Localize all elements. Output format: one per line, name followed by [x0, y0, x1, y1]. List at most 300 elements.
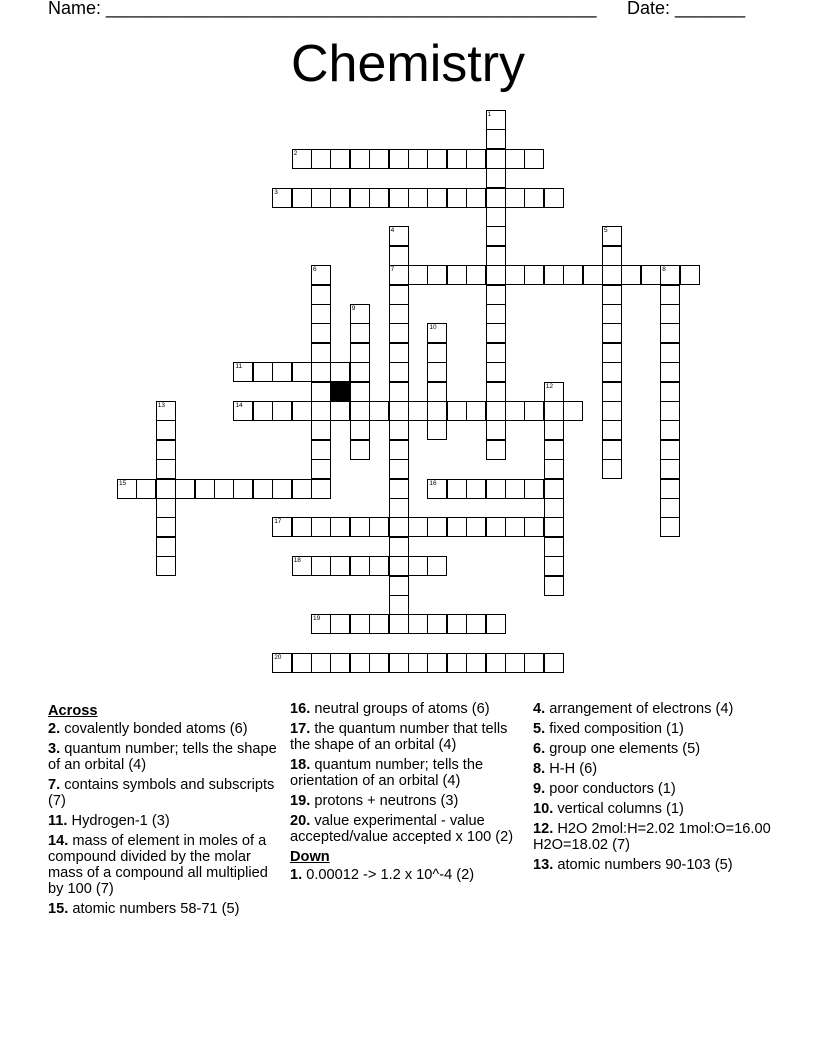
grid-cell[interactable] — [272, 362, 292, 382]
clue-number: 1 — [487, 111, 492, 118]
grid-cell[interactable] — [389, 304, 409, 324]
grid-cell[interactable] — [660, 420, 680, 440]
clue-number: 5. — [533, 721, 546, 737]
grid-cell[interactable] — [486, 207, 506, 227]
grid-cell[interactable] — [156, 420, 176, 440]
grid-cell[interactable] — [156, 459, 176, 479]
grid-cell[interactable] — [389, 653, 409, 673]
grid-cell[interactable] — [486, 653, 506, 673]
clue-number: 16. — [290, 701, 311, 717]
grid-cell[interactable] — [350, 401, 370, 421]
grid-cell[interactable] — [447, 149, 467, 169]
grid-cell[interactable] — [311, 382, 331, 402]
grid-cell[interactable] — [660, 382, 680, 402]
grid-cell[interactable] — [602, 401, 622, 421]
grid-cell[interactable] — [447, 188, 467, 208]
grid-cell[interactable] — [272, 401, 292, 421]
grid-cell[interactable] — [486, 168, 506, 188]
grid-cell[interactable] — [389, 498, 409, 518]
grid-cell[interactable] — [389, 323, 409, 343]
clue-text: poor conductors (1) — [545, 781, 676, 797]
grid-cell[interactable] — [408, 401, 428, 421]
grid-cell[interactable] — [486, 614, 506, 634]
grid-cell[interactable] — [389, 285, 409, 305]
grid-cell[interactable] — [156, 517, 176, 537]
clue-text: vertical columns (1) — [553, 801, 684, 817]
grid-cell[interactable] — [466, 188, 486, 208]
grid-cell[interactable] — [583, 265, 603, 285]
grid-cell[interactable] — [389, 556, 409, 576]
grid-cell[interactable] — [486, 517, 506, 537]
grid-cell[interactable] — [311, 614, 331, 634]
grid-cell[interactable] — [544, 440, 564, 460]
grid-cell[interactable] — [466, 517, 486, 537]
grid-cell[interactable] — [350, 420, 370, 440]
grid-cell[interactable] — [505, 265, 525, 285]
grid-cell[interactable] — [330, 362, 350, 382]
grid-cell[interactable] — [427, 362, 447, 382]
grid-cell[interactable] — [330, 517, 350, 537]
grid-cell[interactable] — [486, 304, 506, 324]
grid-cell[interactable] — [486, 149, 506, 169]
clue-number: 15. — [48, 901, 69, 917]
grid-cell[interactable] — [602, 246, 622, 266]
grid-cell[interactable] — [602, 226, 622, 246]
grid-cell[interactable] — [136, 479, 156, 499]
clue-number: 15 — [119, 479, 127, 487]
grid-cell[interactable] — [214, 479, 234, 499]
grid-cell[interactable] — [311, 440, 331, 460]
grid-cell[interactable] — [427, 517, 447, 537]
blocked-cell — [330, 382, 350, 402]
clue-text: arrangement of electrons (4) — [545, 701, 734, 717]
grid-cell[interactable] — [408, 614, 428, 634]
clue — [48, 813, 280, 829]
grid-cell[interactable] — [660, 459, 680, 479]
grid-cell[interactable] — [389, 246, 409, 266]
grid-cell[interactable] — [272, 653, 292, 673]
clue — [290, 793, 522, 809]
grid-cell[interactable] — [660, 517, 680, 537]
grid-cell[interactable] — [117, 479, 137, 499]
clue-number: 4 — [390, 227, 395, 235]
grid-cell[interactable] — [427, 401, 447, 421]
grid-cell[interactable] — [544, 459, 564, 479]
grid-cell[interactable] — [311, 479, 331, 499]
grid-cell[interactable] — [311, 556, 331, 576]
grid-cell[interactable] — [427, 382, 447, 402]
grid-cell[interactable] — [311, 265, 331, 285]
clue-text: contains symbols and subscripts (7) — [48, 777, 275, 809]
clue-text: atomic numbers 58-71 (5) — [68, 901, 240, 917]
clue-text: fixed composition (1) — [545, 721, 684, 737]
grid-cell[interactable] — [466, 653, 486, 673]
grid-cell[interactable] — [350, 653, 370, 673]
grid-cell[interactable] — [350, 149, 370, 169]
grid-cell[interactable] — [427, 479, 447, 499]
clue-number: 4. — [533, 701, 546, 717]
clue-number: 18. — [290, 757, 311, 773]
grid-cell[interactable] — [330, 653, 350, 673]
clue — [290, 757, 522, 789]
grid-cell[interactable] — [369, 401, 389, 421]
grid-cell[interactable] — [602, 382, 622, 402]
clue — [48, 741, 280, 773]
grid-cell[interactable] — [486, 226, 506, 246]
clue — [48, 901, 280, 917]
grid-cell[interactable] — [350, 188, 370, 208]
grid-cell[interactable] — [156, 401, 176, 421]
clue-number: 17. — [290, 721, 311, 737]
grid-cell[interactable] — [175, 479, 195, 499]
clue-column-3 — [533, 701, 773, 877]
grid-cell[interactable] — [311, 401, 331, 421]
grid-cell[interactable] — [156, 479, 176, 499]
grid-cell[interactable] — [563, 265, 583, 285]
grid-cell[interactable] — [524, 401, 544, 421]
grid-cell[interactable] — [389, 440, 409, 460]
grid-cell[interactable] — [350, 614, 370, 634]
grid-cell[interactable] — [544, 537, 564, 557]
grid-cell[interactable] — [330, 149, 350, 169]
grid-cell[interactable] — [311, 420, 331, 440]
clue-number: 3 — [274, 188, 278, 196]
grid-cell[interactable] — [408, 653, 428, 673]
clue — [533, 761, 773, 777]
grid-cell[interactable] — [427, 188, 447, 208]
grid-cell[interactable] — [408, 265, 428, 285]
clue-number: 2. — [48, 721, 61, 737]
grid-cell[interactable] — [486, 265, 506, 285]
clue-text: group one elements (5) — [545, 741, 701, 757]
clue-number: 17 — [274, 518, 282, 526]
grid-cell[interactable] — [466, 401, 486, 421]
clue-column-2 — [290, 701, 522, 887]
grid-cell[interactable] — [466, 149, 486, 169]
grid-cell[interactable] — [660, 265, 680, 285]
grid-cell[interactable] — [292, 479, 312, 499]
grid-cell[interactable] — [486, 129, 506, 149]
grid-cell[interactable] — [486, 285, 506, 305]
grid-cell[interactable] — [447, 479, 467, 499]
grid-cell[interactable] — [233, 362, 253, 382]
grid-cell[interactable] — [389, 265, 409, 285]
grid-cell[interactable] — [466, 479, 486, 499]
grid-cell[interactable] — [524, 653, 544, 673]
grid-cell[interactable] — [602, 440, 622, 460]
grid-cell[interactable] — [311, 459, 331, 479]
clue-number: 11. — [48, 813, 68, 829]
clue-number: 7 — [390, 266, 395, 274]
grid-cell[interactable] — [660, 401, 680, 421]
clue-number: 14. — [48, 833, 69, 849]
grid-cell[interactable] — [156, 537, 176, 557]
clue-text: value experimental - value accepted/value accepted x 100 (2) — [290, 813, 514, 845]
clue — [48, 777, 280, 809]
grid-cell[interactable] — [486, 382, 506, 402]
grid-cell[interactable] — [447, 517, 467, 537]
clue-number: 10. — [533, 801, 554, 817]
clue-number: 13. — [533, 857, 554, 873]
clue — [533, 801, 773, 817]
clue — [48, 721, 280, 737]
grid-cell[interactable] — [544, 556, 564, 576]
grid-cell[interactable] — [660, 285, 680, 305]
grid-cell[interactable] — [311, 323, 331, 343]
name-field[interactable]: Name: _________________________________________________ — [48, 0, 597, 18]
clue — [533, 741, 773, 757]
clue — [533, 821, 773, 853]
grid-cell[interactable] — [311, 304, 331, 324]
grid-cell[interactable] — [292, 362, 312, 382]
grid-cell[interactable] — [408, 556, 428, 576]
grid-cell[interactable] — [408, 188, 428, 208]
grid-cell[interactable] — [369, 614, 389, 634]
grid-cell[interactable] — [369, 556, 389, 576]
grid-cell[interactable] — [389, 576, 409, 596]
clue-number: 20 — [274, 654, 282, 662]
grid-cell[interactable] — [350, 343, 370, 363]
grid-cell[interactable] — [641, 265, 661, 285]
grid-cell[interactable] — [447, 265, 467, 285]
grid-cell[interactable] — [602, 304, 622, 324]
clue — [533, 701, 773, 717]
grid-cell[interactable] — [505, 517, 525, 537]
grid-cell[interactable] — [253, 479, 273, 499]
grid-cell[interactable] — [350, 440, 370, 460]
clue-number: 12 — [545, 382, 554, 390]
clue-number: 3. — [48, 741, 61, 757]
grid-cell[interactable] — [524, 149, 544, 169]
grid-cell[interactable] — [544, 498, 564, 518]
grid-cell[interactable] — [311, 343, 331, 363]
across-heading: Across — [48, 703, 98, 719]
clue-number: 18 — [293, 557, 301, 565]
grid-cell[interactable] — [389, 479, 409, 499]
clue-number: 8. — [533, 761, 546, 777]
grid-cell[interactable] — [544, 382, 564, 402]
grid-cell[interactable] — [447, 401, 467, 421]
grid-cell[interactable] — [660, 440, 680, 460]
grid-cell[interactable] — [292, 556, 312, 576]
grid-cell[interactable] — [389, 401, 409, 421]
clue-number: 10 — [429, 324, 437, 332]
clue — [290, 867, 522, 883]
down-heading: Down — [290, 849, 330, 865]
grid-cell[interactable] — [544, 401, 564, 421]
grid-cell[interactable] — [311, 285, 331, 305]
clue-number: 8 — [662, 266, 666, 274]
grid-cell[interactable] — [408, 517, 428, 537]
grid-cell[interactable] — [466, 614, 486, 634]
grid-cell[interactable] — [544, 479, 564, 499]
grid-cell[interactable] — [350, 556, 370, 576]
grid-cell[interactable] — [272, 517, 292, 537]
grid-cell[interactable] — [505, 149, 525, 169]
grid-cell[interactable] — [311, 362, 331, 382]
grid-cell[interactable] — [350, 304, 370, 324]
clue-number: 12. — [533, 821, 554, 837]
date-field[interactable]: Date: _______ — [627, 0, 746, 18]
clue — [533, 781, 773, 797]
grid-cell[interactable] — [330, 556, 350, 576]
grid-cell[interactable] — [427, 556, 447, 576]
grid-cell[interactable] — [486, 188, 506, 208]
grid-cell[interactable] — [486, 343, 506, 363]
clue-text: covalently bonded atoms (6) — [60, 721, 248, 737]
clue-number: 14 — [235, 402, 243, 409]
grid-cell[interactable] — [544, 188, 564, 208]
grid-cell[interactable] — [389, 226, 409, 246]
grid-cell[interactable] — [544, 653, 564, 673]
grid-cell[interactable] — [602, 323, 622, 343]
grid-cell[interactable] — [602, 362, 622, 382]
grid-cell[interactable] — [156, 498, 176, 518]
grid-cell[interactable] — [621, 265, 641, 285]
grid-cell[interactable] — [272, 479, 292, 499]
grid-cell[interactable] — [505, 653, 525, 673]
clue — [533, 721, 773, 737]
grid-cell[interactable] — [486, 323, 506, 343]
grid-cell[interactable] — [524, 517, 544, 537]
clue-number: 7. — [48, 777, 61, 793]
clue-text: atomic numbers 90-103 (5) — [553, 857, 733, 873]
grid-cell[interactable] — [156, 556, 176, 576]
grid-cell[interactable] — [389, 517, 409, 537]
clue-number: 20. — [290, 813, 311, 829]
grid-cell[interactable] — [427, 420, 447, 440]
grid-cell[interactable] — [486, 362, 506, 382]
grid-cell[interactable] — [427, 265, 447, 285]
grid-cell[interactable] — [602, 459, 622, 479]
grid-cell[interactable] — [350, 323, 370, 343]
clue — [533, 857, 773, 873]
grid-cell[interactable] — [408, 149, 428, 169]
grid-cell[interactable] — [563, 401, 583, 421]
grid-cell[interactable] — [680, 265, 700, 285]
grid-cell[interactable] — [389, 420, 409, 440]
clue — [290, 813, 522, 845]
grid-cell[interactable] — [330, 614, 350, 634]
grid-cell[interactable] — [427, 343, 447, 363]
grid-cell[interactable] — [233, 401, 253, 421]
clue-number: 9 — [351, 305, 356, 312]
grid-cell[interactable] — [544, 265, 564, 285]
grid-cell[interactable] — [292, 188, 312, 208]
grid-cell[interactable] — [292, 653, 312, 673]
grid-cell[interactable] — [447, 653, 467, 673]
grid-cell[interactable] — [486, 246, 506, 266]
grid-cell[interactable] — [389, 537, 409, 557]
grid-cell[interactable] — [427, 149, 447, 169]
grid-cell[interactable] — [311, 517, 331, 537]
grid-cell[interactable] — [486, 420, 506, 440]
clue — [290, 701, 522, 717]
clue-number: 19. — [290, 793, 311, 809]
grid-cell[interactable] — [389, 614, 409, 634]
grid-cell[interactable] — [369, 653, 389, 673]
grid-cell[interactable] — [369, 517, 389, 537]
grid-cell[interactable] — [389, 149, 409, 169]
grid-cell[interactable] — [389, 188, 409, 208]
grid-cell[interactable] — [156, 440, 176, 460]
grid-cell[interactable] — [311, 188, 331, 208]
grid-cell[interactable] — [544, 420, 564, 440]
grid-cell[interactable] — [369, 188, 389, 208]
grid-cell[interactable] — [195, 479, 215, 499]
grid-cell[interactable] — [389, 595, 409, 615]
grid-cell[interactable] — [602, 343, 622, 363]
clue-number: 5 — [604, 227, 608, 235]
grid-cell[interactable] — [660, 343, 680, 363]
clue-text: quantum number; tells the shape of an orbital (4) — [48, 741, 277, 773]
clue-text: the quantum number that tells the shape of an orbital (4) — [290, 721, 508, 753]
grid-cell[interactable] — [389, 362, 409, 382]
grid-cell[interactable] — [311, 149, 331, 169]
grid-cell[interactable] — [427, 653, 447, 673]
grid-cell[interactable] — [427, 323, 447, 343]
grid-cell[interactable] — [660, 304, 680, 324]
grid-cell[interactable] — [524, 265, 544, 285]
grid-cell[interactable] — [427, 614, 447, 634]
grid-cell[interactable] — [350, 362, 370, 382]
clue-number: 16 — [429, 479, 437, 487]
grid-cell[interactable] — [369, 149, 389, 169]
grid-cell[interactable] — [505, 401, 525, 421]
grid-cell[interactable] — [544, 517, 564, 537]
grid-cell[interactable] — [544, 576, 564, 596]
clue-number: 19 — [313, 615, 321, 623]
grid-cell[interactable] — [602, 265, 622, 285]
grid-cell[interactable] — [292, 149, 312, 169]
grid-cell[interactable] — [350, 517, 370, 537]
grid-cell[interactable] — [486, 479, 506, 499]
grid-cell[interactable] — [330, 401, 350, 421]
clue-number: 13 — [157, 402, 166, 409]
grid-cell[interactable] — [660, 498, 680, 518]
grid-cell[interactable] — [466, 265, 486, 285]
grid-cell[interactable] — [486, 110, 506, 130]
grid-cell[interactable] — [330, 188, 350, 208]
grid-cell[interactable] — [311, 653, 331, 673]
grid-cell[interactable] — [505, 479, 525, 499]
clue — [290, 721, 522, 753]
grid-cell[interactable] — [660, 479, 680, 499]
grid-cell[interactable] — [524, 479, 544, 499]
grid-cell[interactable] — [253, 401, 273, 421]
grid-cell[interactable] — [602, 285, 622, 305]
grid-cell[interactable] — [292, 401, 312, 421]
grid-cell[interactable] — [447, 614, 467, 634]
grid-cell[interactable] — [602, 420, 622, 440]
grid-cell[interactable] — [389, 459, 409, 479]
grid-cell[interactable] — [486, 401, 506, 421]
grid-cell[interactable] — [389, 343, 409, 363]
grid-cell[interactable] — [253, 362, 273, 382]
grid-cell[interactable] — [292, 517, 312, 537]
grid-cell[interactable] — [486, 440, 506, 460]
grid-cell[interactable] — [389, 382, 409, 402]
grid-cell[interactable] — [233, 479, 253, 499]
grid-cell[interactable] — [272, 188, 292, 208]
grid-cell[interactable] — [505, 188, 525, 208]
grid-cell[interactable] — [524, 188, 544, 208]
clue-text: neutral groups of atoms (6) — [310, 701, 490, 717]
grid-cell[interactable] — [660, 323, 680, 343]
clue-number: 6 — [313, 266, 317, 274]
grid-cell[interactable] — [350, 382, 370, 402]
grid-cell[interactable] — [660, 362, 680, 382]
